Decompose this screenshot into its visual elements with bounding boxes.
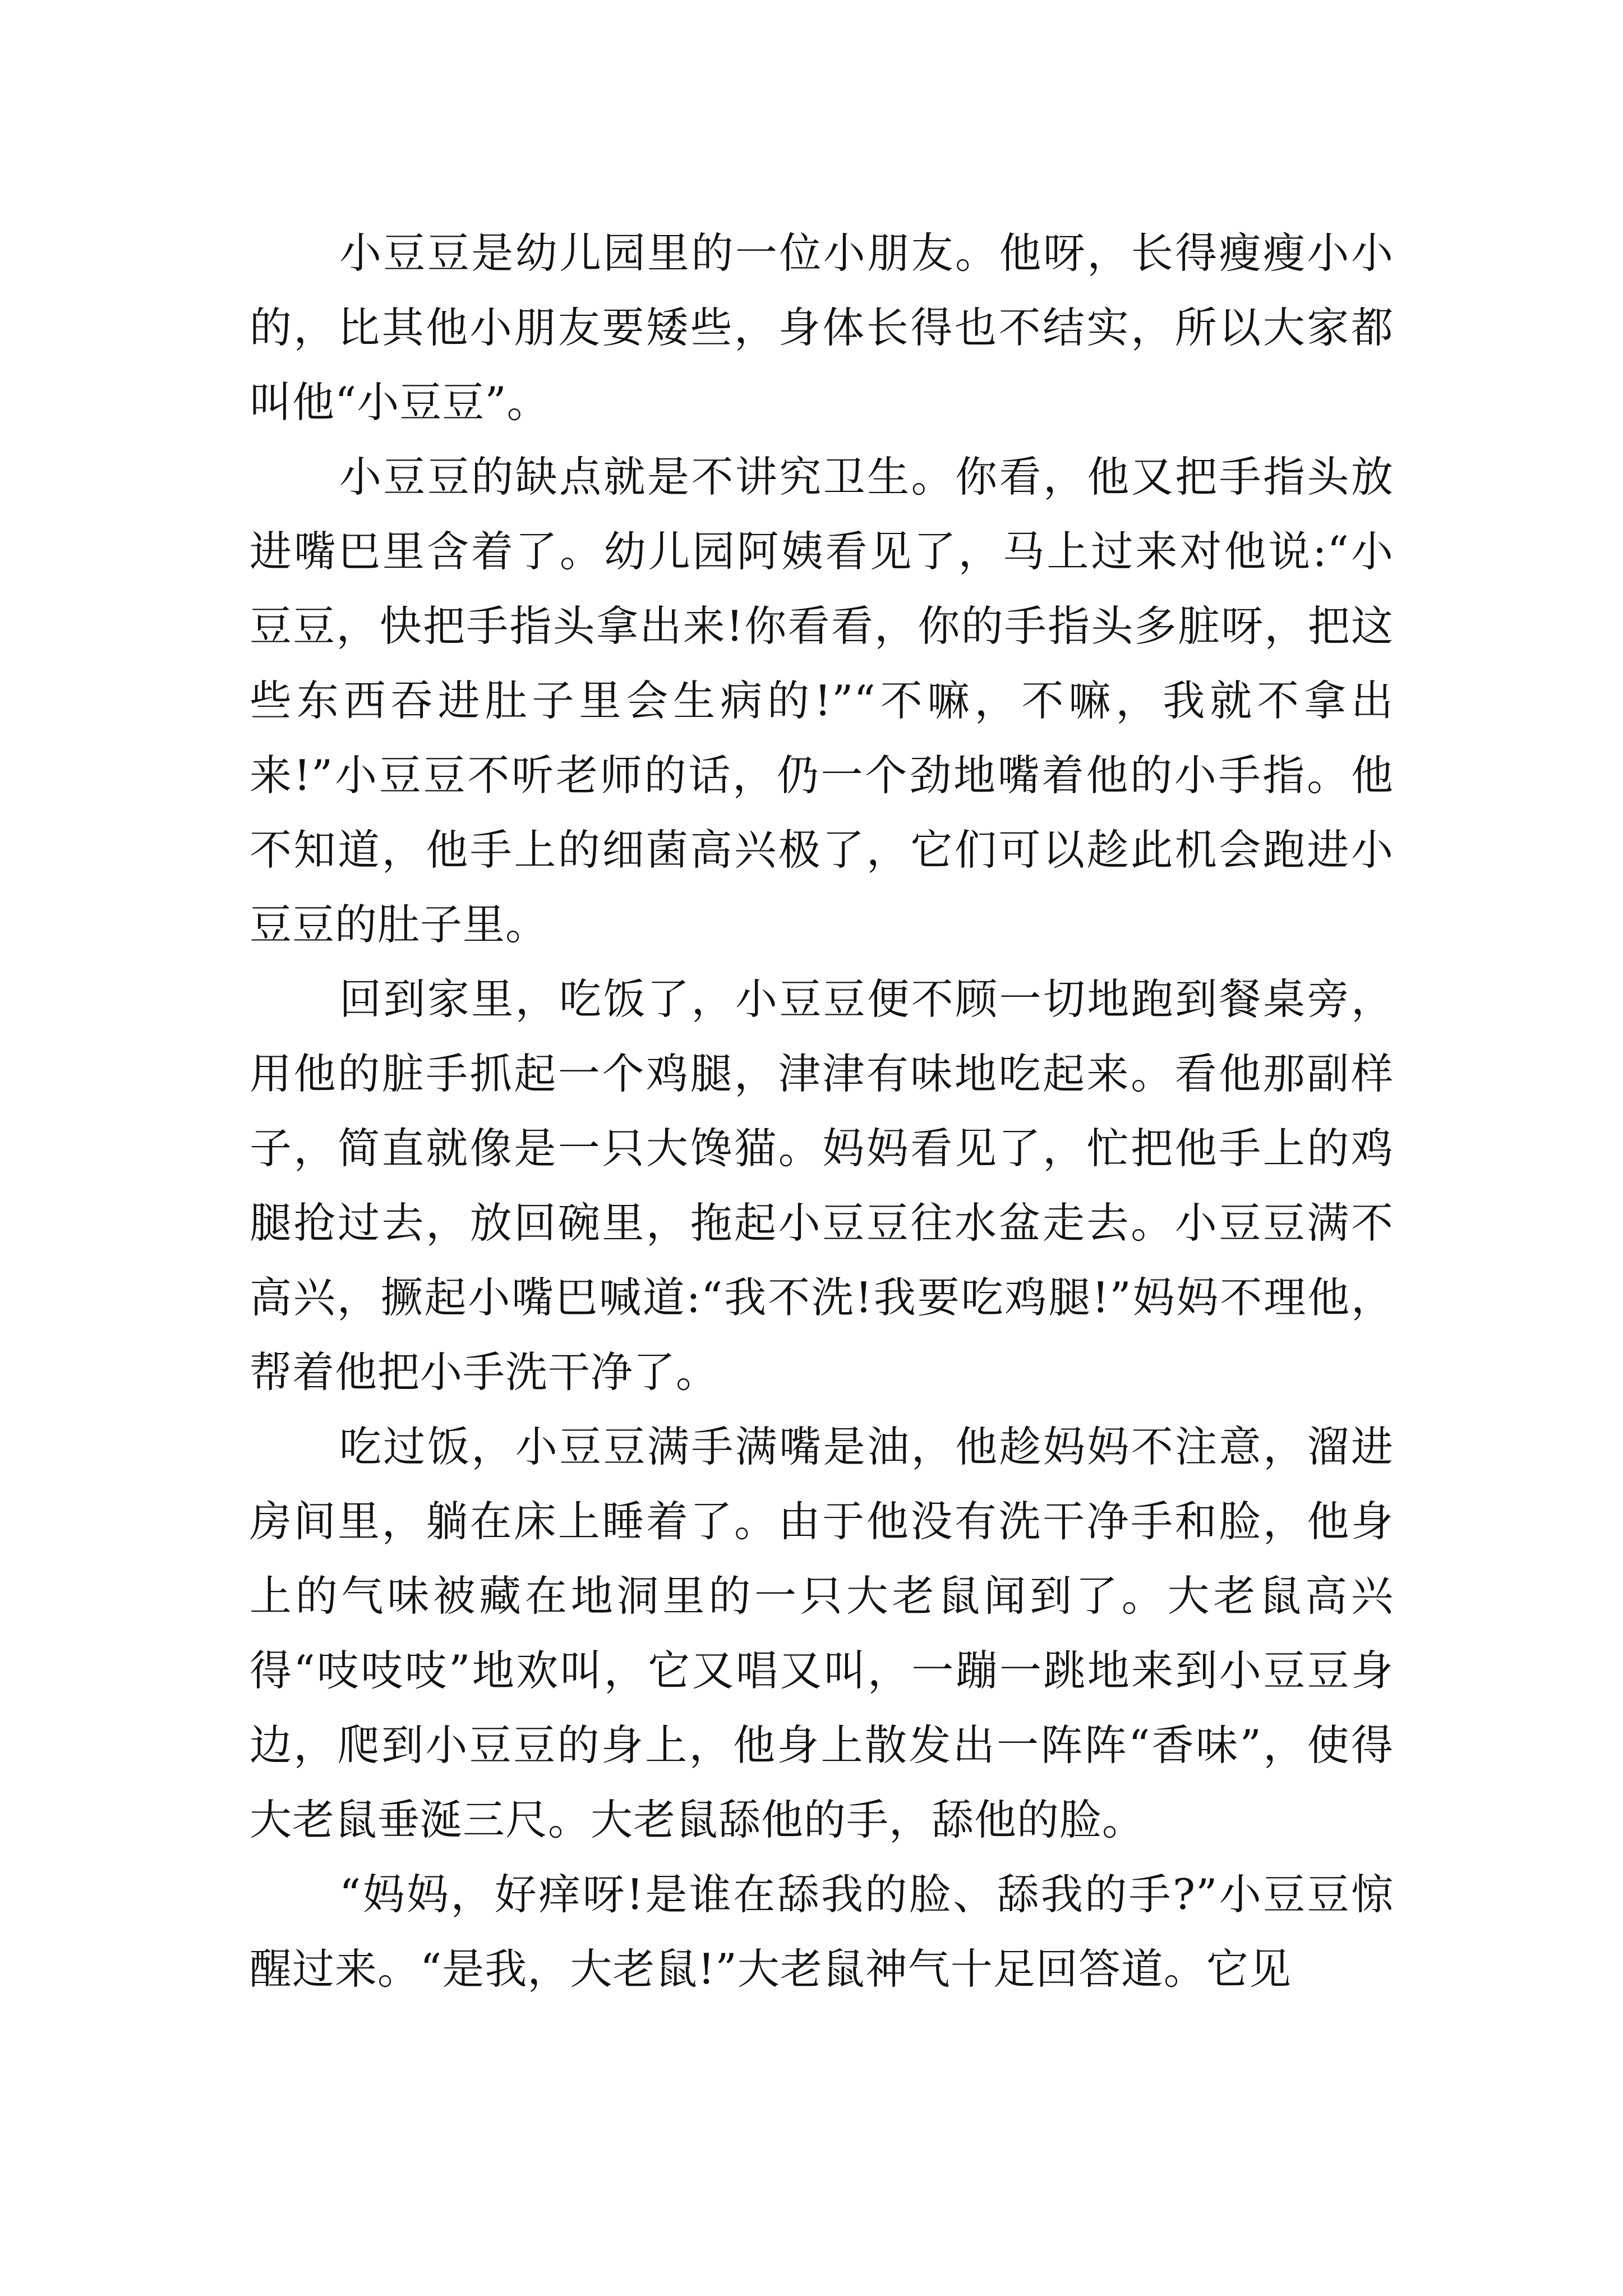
story-text [250,216,1394,2007]
paragraph-1: 小豆豆是幼儿园里的一位小朋友。他呀，长得瘦瘦小小的，比其他小朋友要矮些，身体长得也不结实，所以大家都叫他“小豆豆”。 [250,228,1394,427]
paragraph-3: 回到家里，吃饭了，小豆豆便不顾一切地跑到餐桌旁，用他的脏手抓起一个鸡腿，津津有味地吃起来。看他那副样子，简直就像是一只大馋猫。妈妈看见了，忙把他手上的鸡腿抢过去，放回碗里，拖起小豆豆往水盆走去。小豆豆满不高兴，撅起小嘴巴喊道:“我不洗!我要吃鸡腿!”妈妈不理他，帮着他把小手洗干净了。 [250,974,1394,1397]
paragraph-4: 吃过饭，小豆豆满手满嘴是油，他趁妈妈不注意，溜进房间里，躺在床上睡着了。由于他没有洗干净手和脸，他身上的气味被藏在地洞里的一只大老鼠闻到了。大老鼠高兴得“吱吱吱”地欢叫，它又唱又叫，一蹦一跳地来到小豆豆身边，爬到小豆豆的身上，他身上散发出一阵阵“香味”，使得大老鼠垂涎三尺。大老鼠舔他的手，舔他的脸。 [250,1422,1394,1844]
paragraph-5: “妈妈，好痒呀!是谁在舔我的脸、舔我的手?”小豆豆惊醒过来。“是我，大老鼠!”大老鼠神气十足回答道。它见 [250,1870,1394,1994]
paragraph-2: 小豆豆的缺点就是不讲究卫生。你看，他又把手指头放进嘴巴里含着了。幼儿园阿姨看见了，马上过来对他说:“小豆豆，快把手指头拿出来!你看看，你的手指头多脏呀，把这些东西吞进肚子里会生病的!”“不嘛，不嘛，我就不拿出来!”小豆豆不听老师的话，仍一个劲地嘴着他的小手指。他不知道，他手上的细菌高兴极了，它们可以趁此机会跑进小豆豆的肚子里。 [250,452,1394,949]
